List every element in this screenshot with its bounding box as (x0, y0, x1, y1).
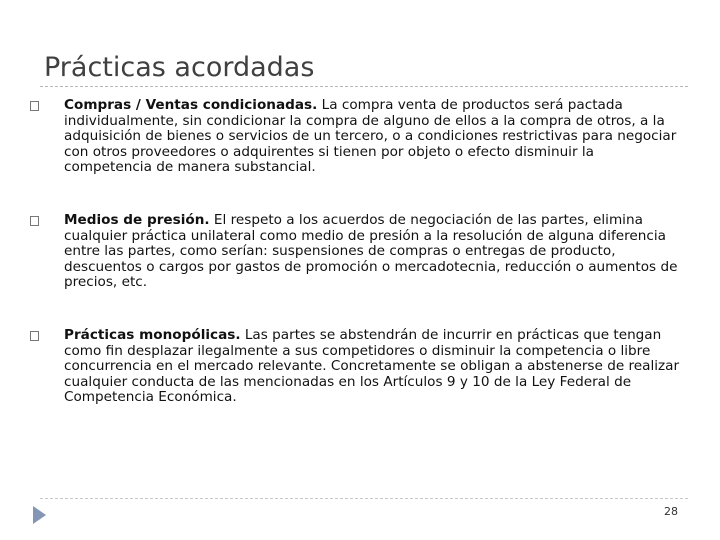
square-bullet-icon (30, 331, 39, 341)
bullet-text: Las partes se abstendrán de incurrir en prácticas que tengan como fin desplazar ilegalmente a sus competidores o disminuir la competencia o libre concurrencia en el mercado relevante. Concretamente se obligan a abstenerse de realizar cualquier conducta de las mencionadas en los Artículos 9 y 10 de la Ley Federal de Competencia Económica. (64, 326, 680, 406)
bullet-item-medios-presion (30, 213, 680, 291)
next-slide-arrow-icon[interactable] (33, 506, 46, 524)
title-divider (40, 86, 688, 87)
square-bullet-icon (30, 216, 39, 226)
bullet-text: El respeto a los acuerdos de negociación de las partes, elimina cualquier práctica unilateral como medio de presión a la resolución de alguna diferencia entre las partes, como serían: suspensiones de compras o entregas de producto, descuentos o cargos por gastos de promoción o mercadotecnia, reducción o aumentos de precios, etc. (64, 211, 678, 291)
page-number: 28 (664, 505, 678, 518)
bullet-item-practicas-monopolicas (30, 328, 680, 406)
bullet-list (30, 98, 680, 406)
slide-title: Prácticas acordadas (44, 52, 315, 83)
footer-divider (40, 498, 688, 499)
bullet-heading: Medios de presión. (64, 211, 210, 228)
square-bullet-icon (30, 101, 39, 111)
bullet-item-compras-ventas (30, 98, 680, 176)
bullet-heading: Prácticas monopólicas. (64, 326, 241, 343)
bullet-heading: Compras / Ventas condicionadas. (64, 97, 318, 113)
bullet-text: La compra venta de productos será pactada individualmente, sin condicionar la compra de alguno de ellos a la compra de otros, a la adquisición de bienes o servicios de un tercero, o a condiciones restrictivas para negociar con otros proveedores o adquirentes si tienen por objeto o efecto disminuir la competencia de manera substancial. (64, 97, 677, 176)
